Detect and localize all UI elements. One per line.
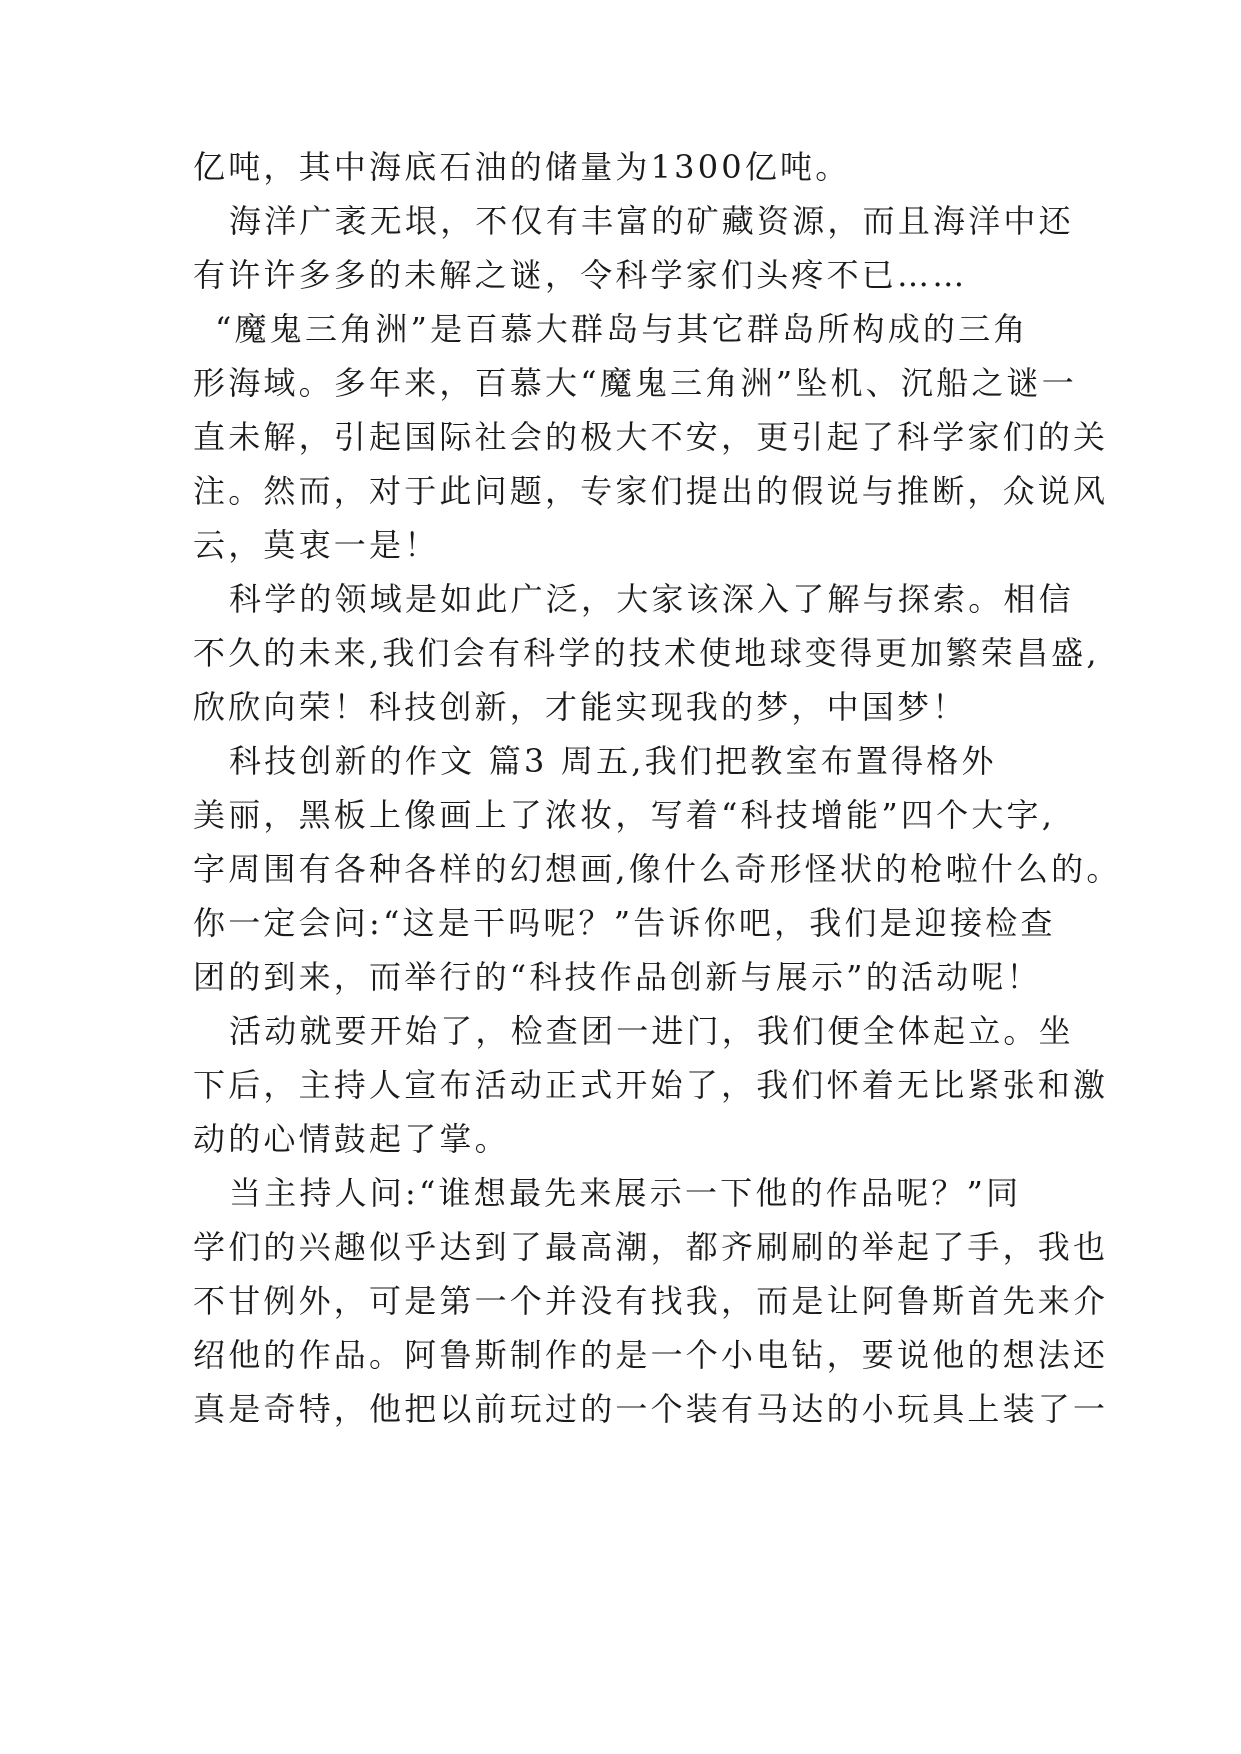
paragraph-first-line: 活动就要开始了，检查团一进门，我们便全体起立。坐 bbox=[229, 1012, 1074, 1050]
text-line: 形海域。多年来，百慕大“魔鬼三角洲”坠机、沉船之谜一 bbox=[193, 364, 1077, 402]
text-line: 真是奇特，他把以前玩过的一个装有马达的小玩具上装了一 bbox=[193, 1390, 1109, 1428]
text-line: 有许许多多的未解之谜，令科学家们头疼不已…… bbox=[193, 256, 968, 294]
section-heading-line: 科技创新的作文 篇3 周五,我们把教室布置得格外 bbox=[229, 742, 997, 780]
text-line: 你一定会问:“这是干吗呢？”告诉你吧，我们是迎接检查 bbox=[193, 904, 1056, 942]
text-line: 注。然而，对于此问题，专家们提出的假说与推断，众说风 bbox=[193, 472, 1109, 510]
text-line: 动的心情鼓起了掌。 bbox=[193, 1120, 510, 1158]
text-line: 字周围有各种各样的幻想画,像什么奇形怪状的枪啦什么的。 bbox=[193, 850, 1122, 888]
text-line: 绍他的作品。阿鲁斯制作的是一个小电钻，要说他的想法还 bbox=[193, 1336, 1109, 1374]
paragraph-first-line: “魔鬼三角洲”是百慕大群岛与其它群岛所构成的三角 bbox=[215, 310, 1029, 348]
text-line: 不甘例外，可是第一个并没有找我，而是让阿鲁斯首先来介 bbox=[193, 1282, 1109, 1320]
text-line: 美丽，黑板上像画上了浓妆，写着“科技增能”四个大字, bbox=[193, 796, 1056, 834]
text-line: 直未解，引起国际社会的极大不安，更引起了科学家们的关 bbox=[193, 418, 1109, 456]
text-line: 学们的兴趣似乎达到了最高潮，都齐刷刷的举起了手，我也 bbox=[193, 1228, 1109, 1266]
text-line: 云，莫衷一是！ bbox=[193, 526, 440, 564]
text-line: 团的到来，而举行的“科技作品创新与展示”的活动呢！ bbox=[193, 958, 1042, 996]
text-line: 下后，主持人宣布活动正式开始了，我们怀着无比紧张和激 bbox=[193, 1066, 1109, 1104]
text-line: 不久的未来,我们会有科学的技术使地球变得更加繁荣昌盛, bbox=[193, 634, 1100, 672]
paragraph-first-line: 科学的领域是如此广泛，大家该深入了解与探索。相信 bbox=[229, 580, 1074, 618]
paragraph-first-line: 当主持人问:“谁想最先来展示一下他的作品呢？”同 bbox=[229, 1174, 1022, 1212]
paragraph-first-line: 海洋广袤无垠，不仅有丰富的矿藏资源，而且海洋中还 bbox=[229, 202, 1074, 240]
text-line: 欣欣向荣！科技创新，才能实现我的梦，中国梦！ bbox=[193, 688, 968, 726]
text-line: 亿吨，其中海底石油的储量为1300亿吨。 bbox=[193, 148, 851, 186]
